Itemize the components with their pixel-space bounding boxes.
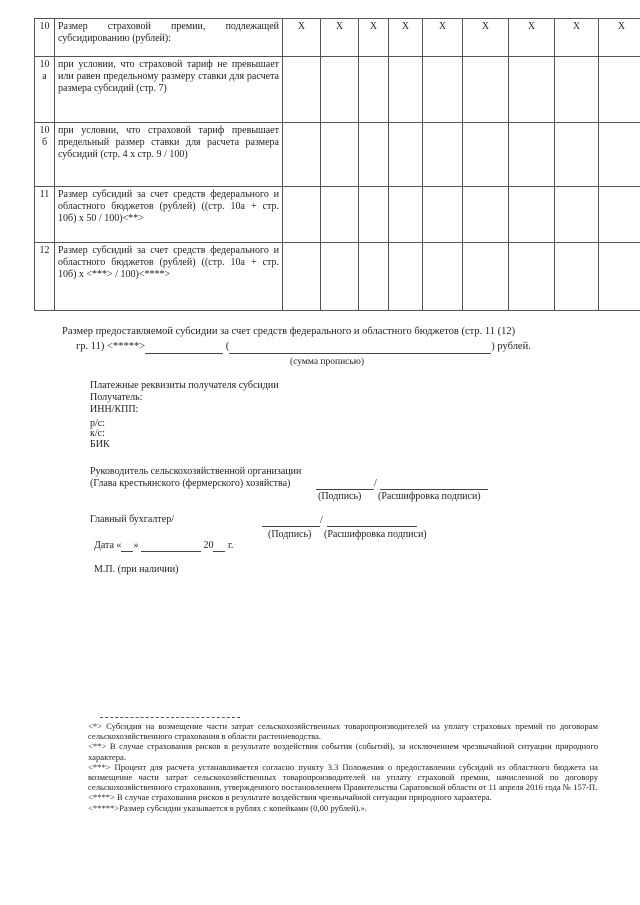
accountant-slash: /	[320, 515, 323, 526]
date-suffix: г.	[227, 540, 234, 551]
amount-words-caption: (сумма прописью)	[290, 357, 364, 367]
head-title-line-1: Руководитель сельскохозяйственной организации	[90, 466, 302, 477]
table-cell	[509, 123, 555, 187]
summary-line-2	[76, 340, 596, 354]
table-cell: X	[463, 19, 509, 57]
footnotes	[88, 721, 598, 813]
recipient-label: Получатель:	[90, 392, 143, 403]
table-cell	[283, 123, 321, 187]
accountant-signature-line	[262, 526, 320, 527]
year-prefix: 20	[203, 540, 214, 551]
row-description: при условии, что страховой тариф превышает предельный размер ставки для расчета размера субсидий (стр. 4 х стр. 9 / 100)	[55, 123, 283, 187]
table-cell: X	[359, 19, 389, 57]
row-number: 12	[35, 243, 55, 311]
table-cell	[463, 57, 509, 123]
footnote-3: <***> Процент для расчета устанавливается согласно пункту 3.3 Положения о предоставлении субсидий из областного бюджета на возмещение части затрат сельскохозяйственных товаропроизводителей на уплату страховой премии, начисленной по договору сельскохозяйственного страхования, утвержденного постановлением Правительства Саратовской области от 11 апреля 2016 года № 157-П.	[88, 761, 598, 793]
table-cell: X	[321, 19, 359, 57]
table-cell	[359, 187, 389, 243]
table-cell	[463, 123, 509, 187]
head-decode-line	[380, 489, 488, 490]
row-number: 11	[35, 187, 55, 243]
amount-words-blank	[229, 342, 491, 354]
table-cell	[359, 57, 389, 123]
head-sign-caption: (Подпись)	[318, 491, 362, 502]
row-number: 10 а	[35, 57, 55, 123]
row-description: при условии, что страховой тариф не превышает или равен предельному размеру ставки для расчета размера субсидий (стр. 7)	[55, 57, 283, 123]
date-mid: »	[133, 540, 139, 551]
settlement-account-label: р/с:	[90, 418, 105, 429]
table-cell	[599, 123, 640, 187]
day-blank	[121, 541, 133, 552]
row-number: 10 б	[35, 123, 55, 187]
inn-kpp-label: ИНН/КПП:	[90, 404, 139, 415]
open-paren: (	[225, 341, 230, 352]
footnote-2: <**> В случае страхования рисков в результате воздействия события (событий), за исключением чрезвычайной ситуации природного характера.	[88, 741, 598, 762]
table-cell	[463, 243, 509, 311]
table-cell: X	[423, 19, 463, 57]
table-cell	[321, 123, 359, 187]
footnote-1: <*> Субсидия на возмещение части затрат сельскохозяйственных товаропроизводителей на уплату страховых премий по договорам сельскохозяйственного страхования в области растениеводства.	[88, 721, 598, 742]
table-row	[35, 57, 640, 123]
accountant-label: Главный бухгалтер/	[90, 514, 175, 525]
table-cell	[509, 243, 555, 311]
table-cell: X	[509, 19, 555, 57]
table-cell	[283, 57, 321, 123]
close-paren: ) рублей.	[491, 341, 531, 352]
table-cell	[599, 243, 640, 311]
table-cell	[599, 187, 640, 243]
table-cell	[423, 187, 463, 243]
table-cell	[389, 187, 423, 243]
row-description: Размер субсидий за счет средств федерального и областного бюджетов (рублей) ((стр. 10а + стр. 10б) х 50 / 100)<**>	[55, 187, 283, 243]
table-cell	[359, 123, 389, 187]
row-description: Размер субсидий за счет средств федерального и областного бюджетов (рублей) ((стр. 10а + стр. 10б) х <***> / 100)<****>	[55, 243, 283, 311]
summary-line-1: Размер предоставляемой субсидии за счет средств федерального и областного бюджетов (стр. 11 (12)	[62, 326, 516, 337]
footnote-5: <*****>Размер субсидии указывается в рублях с копейками (0,00 рублей).».	[88, 802, 368, 813]
table-cell	[321, 243, 359, 311]
table-row	[35, 123, 640, 187]
accountant-sign-caption: (Подпись)	[268, 529, 312, 540]
table-cell	[555, 243, 599, 311]
date-prefix: Дата «	[94, 540, 122, 551]
table-cell	[555, 57, 599, 123]
table-cell: X	[599, 19, 640, 57]
table-cell: X	[283, 19, 321, 57]
row-number: 10	[35, 19, 55, 57]
head-slash: /	[374, 478, 377, 489]
table-cell	[423, 57, 463, 123]
head-decode-caption: (Расшифровка подписи)	[378, 491, 481, 502]
table-row	[35, 243, 640, 311]
table-cell: X	[555, 19, 599, 57]
table-cell	[555, 123, 599, 187]
table-cell	[423, 243, 463, 311]
table-cell	[321, 57, 359, 123]
year-blank	[213, 541, 225, 552]
correspondent-account-label: к/с:	[90, 428, 105, 439]
head-signature-line	[316, 489, 374, 490]
table-cell	[423, 123, 463, 187]
footnote-separator	[100, 717, 240, 718]
accountant-decode-caption: (Расшифровка подписи)	[324, 529, 427, 540]
table-cell	[463, 187, 509, 243]
month-blank	[141, 541, 201, 552]
table-cell	[359, 243, 389, 311]
table-cell	[389, 123, 423, 187]
accountant-decode-line	[327, 526, 417, 527]
table-row	[35, 187, 640, 243]
requisites-title: Платежные реквизиты получателя субсидии	[90, 380, 279, 391]
stamp-place: М.П. (при наличии)	[94, 564, 179, 575]
table-cell	[283, 187, 321, 243]
date-line	[94, 540, 233, 552]
footnote-4: <****> В случае страхования рисков в результате воздействия чрезвычайной ситуации природного характера.	[88, 792, 492, 803]
table-cell: X	[389, 19, 423, 57]
head-title-line-2: (Глава крестьянского (фермерского) хозяйства)	[90, 478, 291, 489]
table-cell	[509, 57, 555, 123]
subsidy-calculation-table	[34, 18, 640, 311]
summary-line-2-start: гр. 11) <*****>	[76, 341, 146, 352]
table-cell	[599, 57, 640, 123]
amount-blank	[145, 342, 223, 354]
table-cell	[389, 57, 423, 123]
table-cell	[509, 187, 555, 243]
table-cell	[283, 243, 321, 311]
row-description: Размер страховой премии, подлежащей субсидированию (рублей):	[55, 19, 283, 57]
table-cell	[389, 243, 423, 311]
table-row	[35, 19, 640, 57]
bik-label: БИК	[90, 439, 110, 450]
table-cell	[555, 187, 599, 243]
table-cell	[321, 187, 359, 243]
